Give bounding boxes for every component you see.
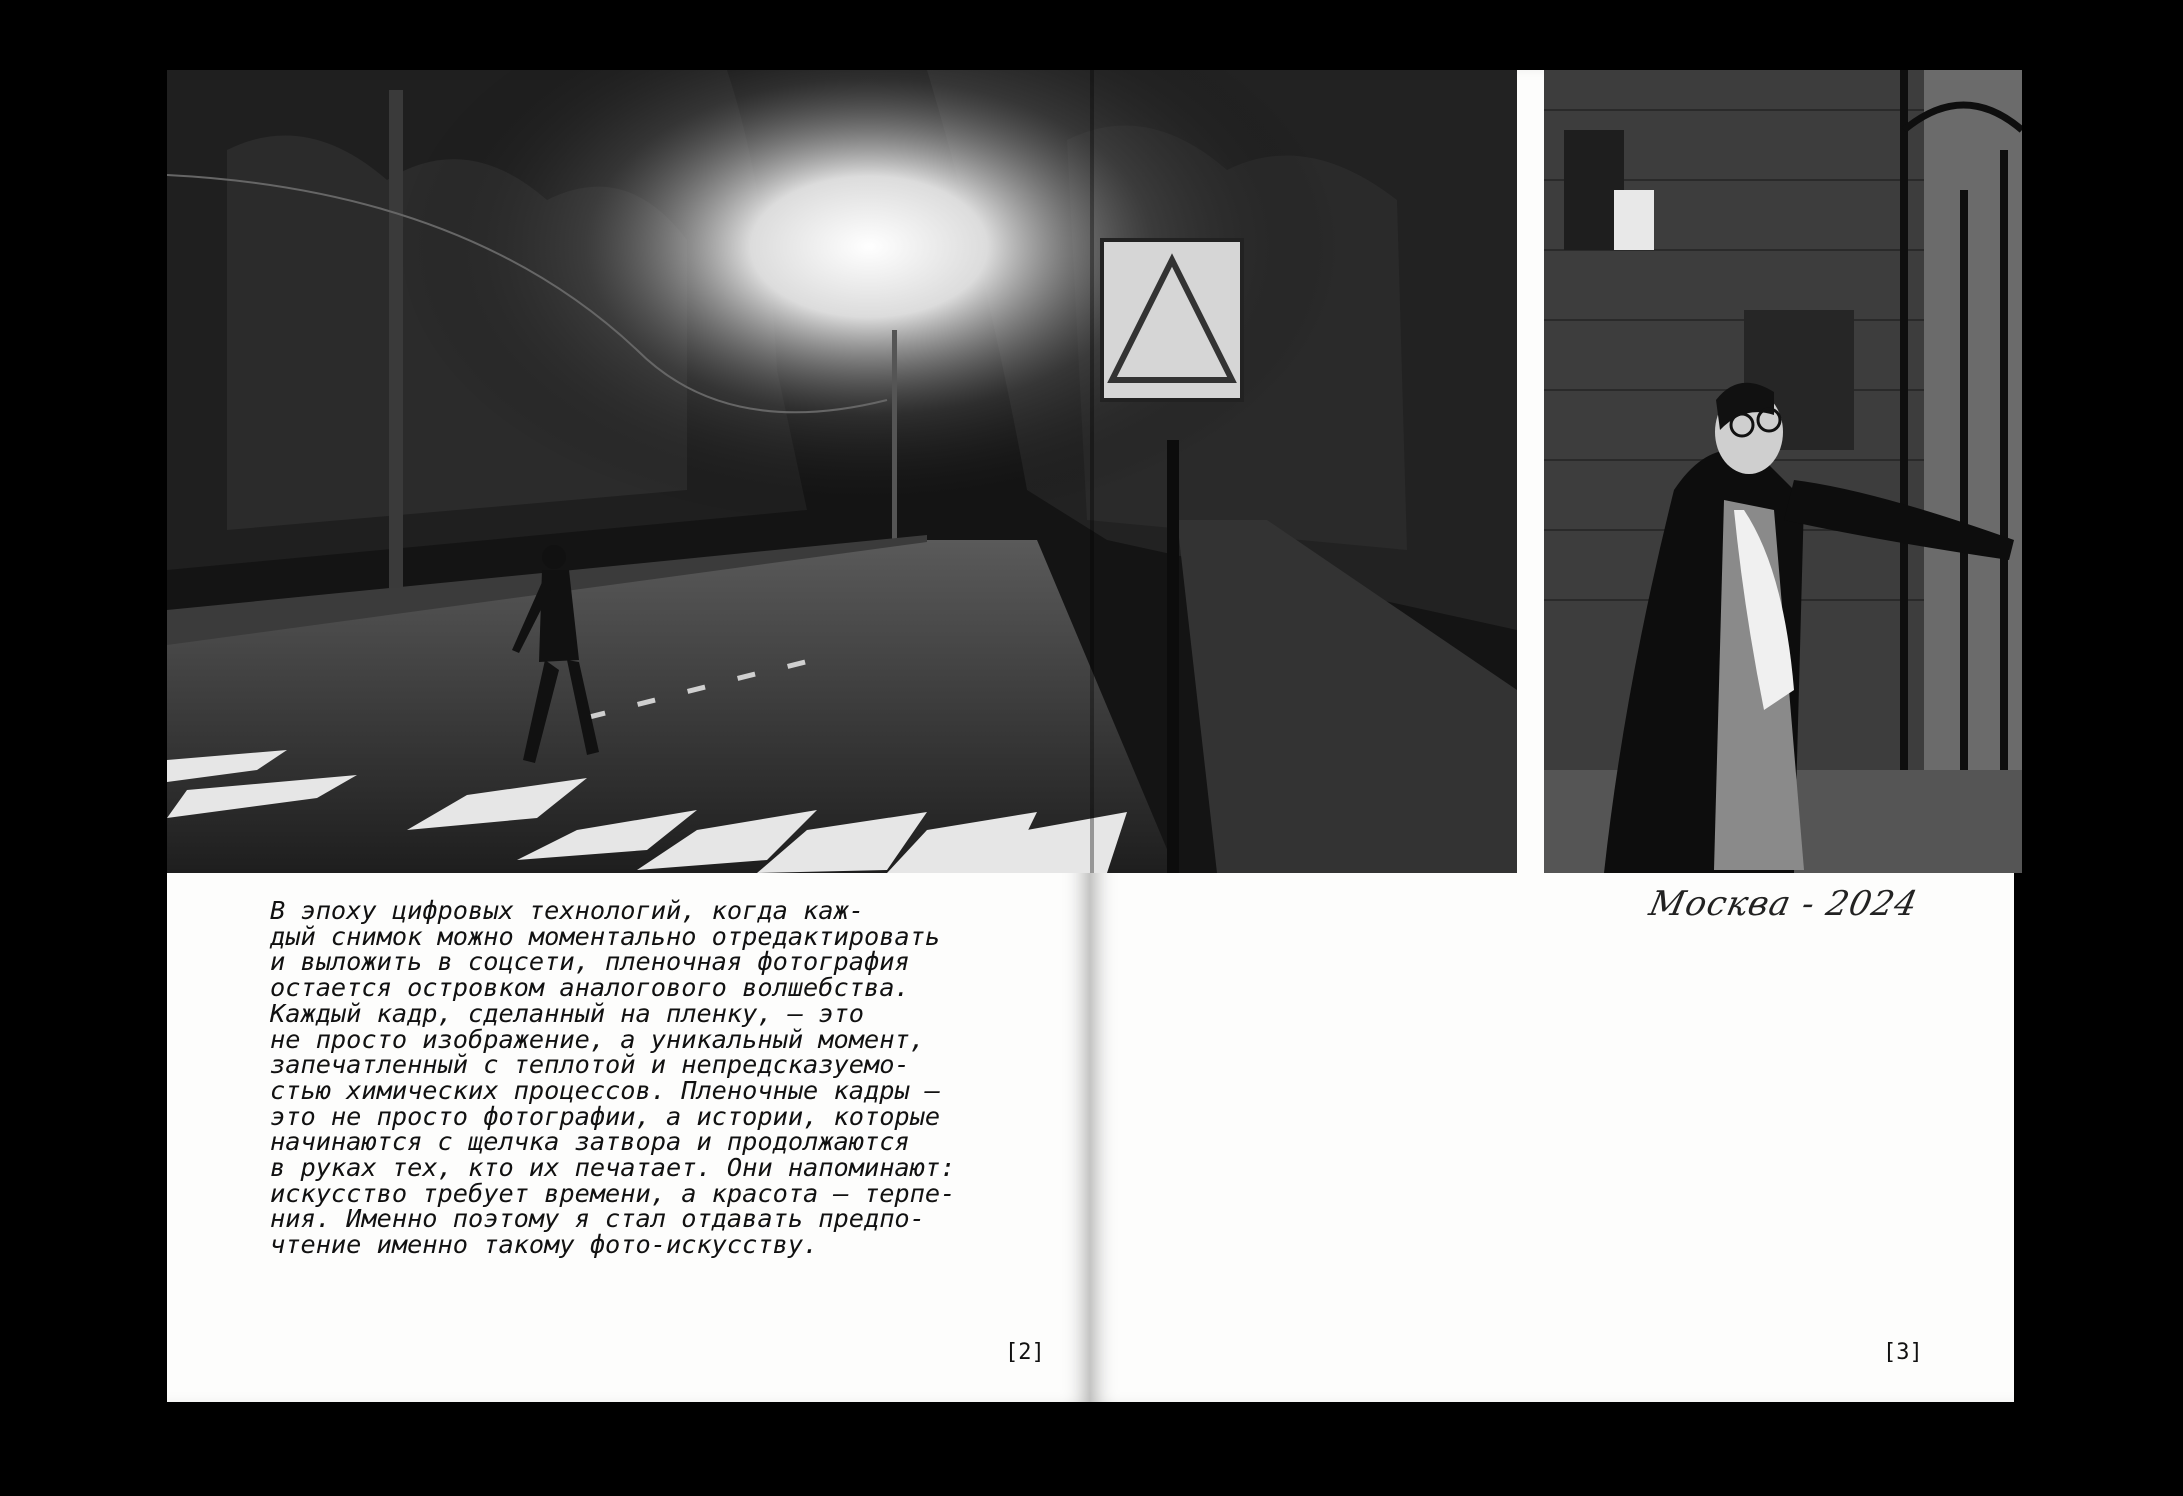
body-line: чтение именно такому фото-искусству.	[270, 1230, 819, 1260]
page-number-left: [2]	[1005, 1340, 1045, 1365]
body-line: начинаются с щелчка затвора и продолжаются	[270, 1127, 910, 1157]
body-line: не просто изображение, а уникальный момент,	[270, 1024, 925, 1054]
body-line: В эпоху цифровых технологий, когда каж-	[270, 896, 864, 925]
body-line: в руках тех, кто их печатает. Они напоминают:	[270, 1153, 956, 1183]
body-line: стью химических процессов. Пленочные кадры —	[270, 1075, 941, 1105]
body-line: Каждый кадр, сделанный на пленку, — это	[270, 998, 864, 1028]
body-line: дый снимок можно моментально отредактировать	[270, 921, 941, 951]
street-crosswalk-photo	[167, 70, 1517, 873]
body-line: это не просто фотографии, а истории, которые	[270, 1101, 941, 1131]
body-line: и выложить в соцсети, пленочная фотография	[270, 947, 910, 977]
handwritten-caption: Москва - 2024	[1645, 884, 1922, 924]
woman-at-gate-photo	[1544, 70, 2022, 873]
page-number-right: [3]	[1883, 1340, 1923, 1365]
body-line: искусство требует времени, а красота — терпе-	[270, 1178, 956, 1208]
body-line: ния. Именно поэтому я стал отдавать предпо-	[270, 1204, 925, 1234]
body-line: остается островком аналогового волшебства.	[270, 973, 910, 1003]
body-text	[270, 898, 1060, 1258]
body-line: запечатленный с теплотой и непредсказуемо-	[270, 1050, 910, 1080]
